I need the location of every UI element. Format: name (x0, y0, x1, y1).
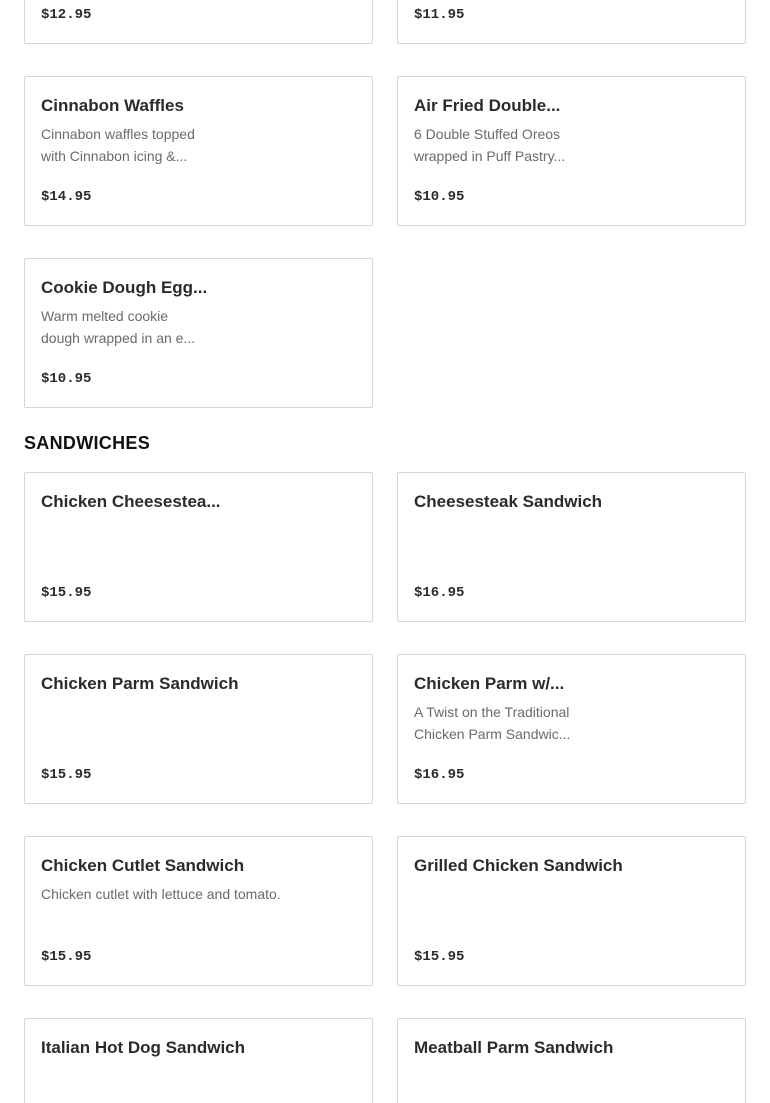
item-description: Chicken cutlet with lettuce and tomato. (41, 886, 281, 902)
item-price: $15.95 (41, 585, 92, 601)
menu-item-card[interactable] (397, 472, 746, 622)
item-title: Meatball Parm Sandwich (414, 1038, 614, 1057)
item-price: $16.95 (414, 767, 465, 783)
menu-item-card[interactable] (397, 836, 746, 986)
item-price: $15.95 (41, 767, 92, 783)
menu-item-card[interactable] (397, 76, 746, 226)
item-title: Chicken Parm w/... (414, 674, 565, 693)
item-price: $12.95 (41, 7, 92, 23)
menu-item-card[interactable] (24, 76, 373, 226)
menu-item-card[interactable] (397, 0, 746, 44)
item-title: Chicken Cutlet Sandwich (41, 856, 245, 875)
item-price: $10.95 (41, 371, 92, 387)
item-title: Air Fried Double... (414, 96, 561, 115)
item-title: Italian Hot Dog Sandwich (41, 1038, 246, 1057)
menu-item-card[interactable] (24, 1018, 373, 1103)
item-title: Grilled Chicken Sandwich (414, 856, 623, 875)
item-title: Cookie Dough Egg... (41, 278, 208, 297)
item-description: 6 Double Stuffed Oreos wrapped in Puff Pastry... (414, 126, 566, 164)
item-title: Chicken Parm Sandwich (41, 674, 239, 693)
item-price: $14.95 (41, 189, 92, 205)
item-title: Cinnabon Waffles (41, 96, 184, 115)
item-price: $16.95 (414, 585, 465, 601)
item-title: Cheesesteak Sandwich (414, 492, 603, 511)
menu-item-card[interactable] (24, 836, 373, 986)
menu-item-card[interactable] (24, 0, 373, 44)
menu-item-card[interactable] (24, 654, 373, 804)
menu-item-card[interactable] (397, 1018, 746, 1103)
menu-item-card[interactable] (24, 472, 373, 622)
section-heading-sandwiches: SANDWICHES (24, 433, 151, 453)
item-description: A Twist on the Traditional Chicken Parm Sandwic... (414, 704, 571, 742)
menu-item-card[interactable] (24, 258, 373, 408)
item-description: Cinnabon waffles topped with Cinnabon icing &... (41, 126, 195, 164)
menu-item-card[interactable] (397, 654, 746, 804)
item-description: Warm melted cookie dough wrapped in an e... (41, 308, 196, 346)
item-price: $15.95 (41, 949, 92, 965)
item-price: $11.95 (414, 7, 465, 23)
item-title: Chicken Cheesestea... (41, 492, 221, 511)
item-price: $15.95 (414, 949, 465, 965)
item-price: $10.95 (414, 189, 465, 205)
